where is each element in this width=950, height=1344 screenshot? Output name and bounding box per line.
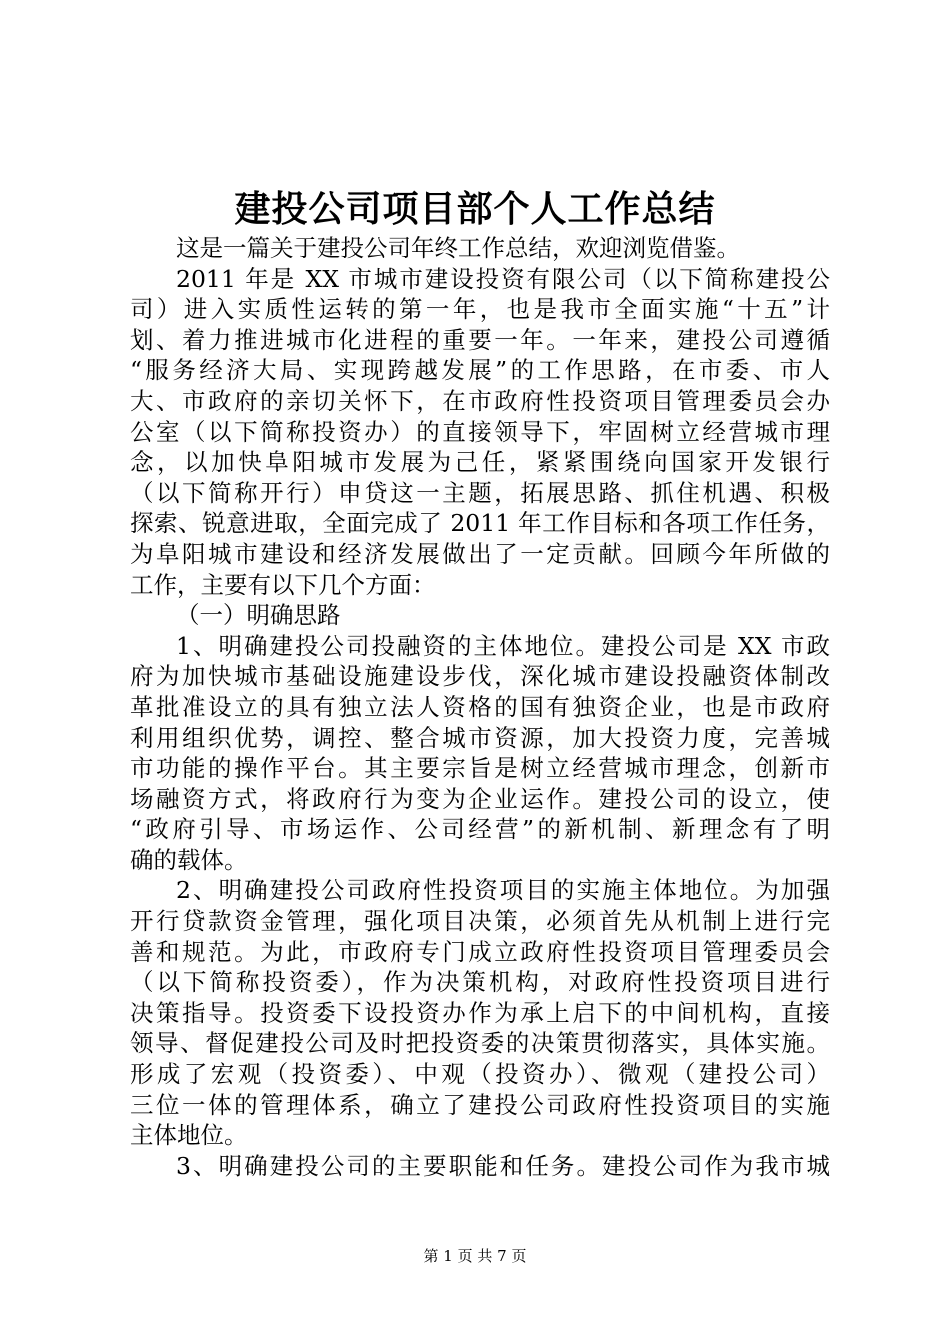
paragraph-line: 府为加快城市基础设施建设步伐，深化城市建设投融资体制改 xyxy=(130,662,830,691)
paragraph-line: 2011 年是 XX 市城市建设投资有限公司（以下简称建投公 xyxy=(176,264,830,293)
paragraph-line: 形成了宏观（投资委）、中观（投资办）、微观（建投公司） xyxy=(130,1060,830,1089)
paragraph-line: 利用组织优势，调控、整合城市资源，加大投资力度，完善城 xyxy=(130,723,830,752)
paragraph-line: 开行贷款资金管理，强化项目决策，必须首先从机制上进行完 xyxy=(130,907,830,936)
paragraph-line: 为阜阳城市建设和经济发展做出了一定贡献。回顾今年所做的 xyxy=(130,539,830,568)
paragraph-line: 大、市政府的亲切关怀下，在市政府性投资项目管理委员会办 xyxy=(130,386,830,415)
paragraph-line: 市功能的操作平台。其主要宗旨是树立经营城市理念，创新市 xyxy=(130,754,830,783)
paragraph-line: 决策指导。投资委下设投资办作为承上启下的中间机构，直接 xyxy=(130,998,830,1027)
paragraph-line: 1、明确建投公司投融资的主体地位。建投公司是 XX 市政 xyxy=(176,631,830,660)
paragraph-line: 2、明确建投公司政府性投资项目的实施主体地位。为加强 xyxy=(176,876,830,905)
document-title: 建投公司项目部个人工作总结 xyxy=(234,188,716,230)
paragraph-line: 领导、督促建投公司及时把投资委的决策贯彻落实，具体实施。 xyxy=(130,1029,830,1058)
paragraph-line: 工作，主要有以下几个方面： xyxy=(130,570,436,599)
paragraph-line: 场融资方式，将政府行为变为企业运作。建投公司的设立，使 xyxy=(130,784,830,813)
paragraph-line: “政府引导、市场运作、公司经营”的新机制、新理念有了明 xyxy=(130,815,830,844)
paragraph-line: 划、着力推进城市化进程的重要一年。一年来，建投公司遵循 xyxy=(130,325,830,354)
paragraph-line: （以下简称投资委），作为决策机构，对政府性投资项目进行 xyxy=(130,968,830,997)
paragraph-line: “服务经济大局、实现跨越发展”的工作思路，在市委、市人 xyxy=(130,356,830,385)
paragraph-line: 三位一体的管理体系，确立了建投公司政府性投资项目的实施 xyxy=(130,1090,830,1119)
paragraph-line: 善和规范。为此，市政府专门成立政府性投资项目管理委员会 xyxy=(130,937,830,966)
paragraph-line: 革批准设立的具有独立法人资格的国有独资企业，也是市政府 xyxy=(130,692,830,721)
page-number-footer: 第 1 页 共 7 页 xyxy=(423,1247,527,1265)
paragraph-line: （以下简称开行）申贷这一主题，拓展思路、抓住机遇、积极 xyxy=(130,478,830,507)
paragraph-line: 司）进入实质性运转的第一年，也是我市全面实施“十五”计 xyxy=(130,295,830,324)
document-body xyxy=(130,233,830,1181)
section-heading: （一）明确思路 xyxy=(176,601,341,630)
paragraph-line: 念，以加快阜阳城市发展为己任，紧紧围绕向国家开发银行 xyxy=(130,448,830,477)
paragraph-line: 公室（以下简称投资办）的直接领导下，牢固树立经营城市理 xyxy=(130,417,830,446)
intro-line: 这是一篇关于建投公司年终工作总结，欢迎浏览借鉴。 xyxy=(176,234,740,262)
paragraph-line: 探索、锐意进取，全面完成了 2011 年工作目标和各项工作任务， xyxy=(130,509,830,538)
paragraph-line: 3、明确建投公司的主要职能和任务。建投公司作为我市城 xyxy=(176,1151,830,1180)
paragraph-line: 主体地位。 xyxy=(130,1121,248,1150)
paragraph-line: 确的载体。 xyxy=(130,845,248,874)
